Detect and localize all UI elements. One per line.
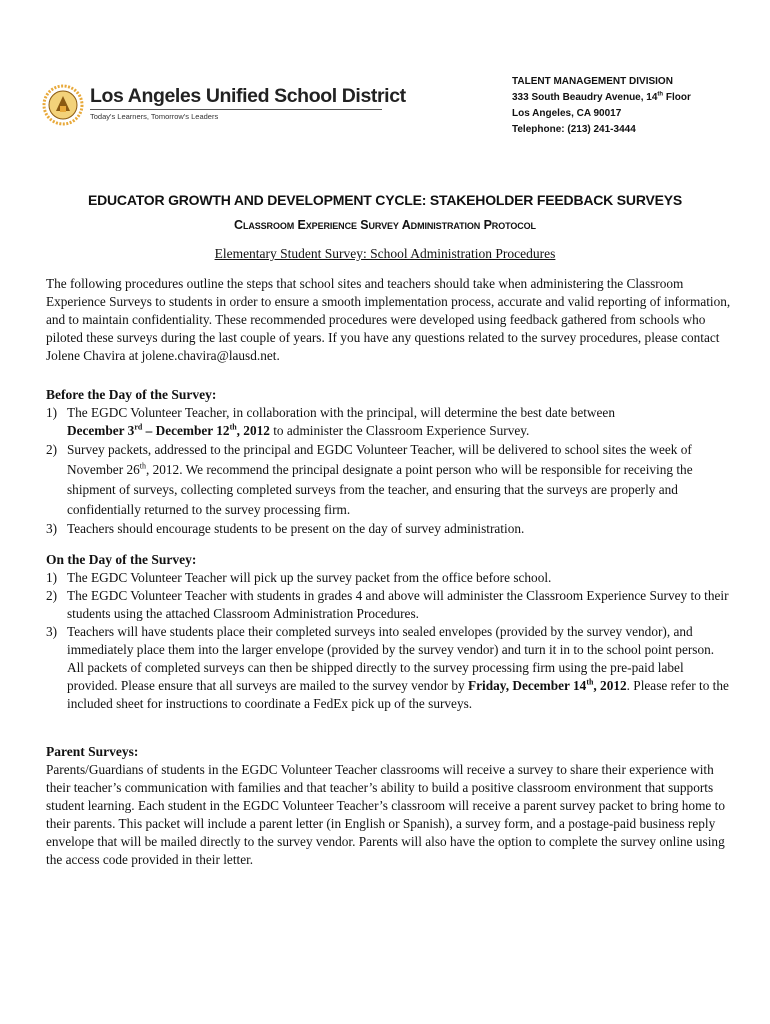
street-address: 333 South Beaudry Avenue, 14th Floor: [512, 91, 691, 103]
before-day-section: [46, 386, 731, 538]
parent-surveys-section: [46, 743, 731, 869]
list-item: 1) The EGDC Volunteer Teacher, in collaboration with the principal, will determine the best date between December 3rd – December 12th, 2012 to administer the Classroom Experience Survey.: [46, 405, 615, 438]
district-logo: [42, 78, 406, 128]
division-name: TALENT MANAGEMENT DIVISION: [512, 76, 673, 87]
district-seal-icon: [42, 84, 84, 126]
list-item: 3) Teachers should encourage students to be present on the day of survey administration.: [46, 521, 525, 536]
document-title: EDUCATOR GROWTH AND DEVELOPMENT CYCLE: STAKEHOLDER FEEDBACK SURVEYS: [87, 192, 683, 208]
list-item: 1) The EGDC Volunteer Teacher will pick up the survey packet from the office before school.: [46, 570, 552, 585]
before-day-heading: Before the Day of the Survey:: [46, 387, 217, 402]
list-item: 2) The EGDC Volunteer Teacher with students in grades 4 and above will administer the Classroom Experience Survey to their students using the attached Classroom Administration Procedures.: [46, 588, 729, 621]
parent-surveys-heading: Parent Surveys:: [46, 744, 139, 759]
city-address: Los Angeles, CA 90017: [512, 108, 622, 119]
parent-surveys-paragraph: Parents/Guardians of students in the EGDC Volunteer Teacher classrooms will receive a survey to share their experience with their teacher’s communication with families and that teacher’s ability to build a positive classroom environment that supports student learning. Each student in the EGDC Volunteer Teacher’s classroom will receive a parent survey packet to bring home to their parents. This packet will include a parent letter (in English or Spanish), a survey form, and a postage-paid business reply envelope that will be mailed directly to the survey vendor. Parents will also have the option to complete the survey online using the access code provided in their letter.: [46, 762, 725, 867]
telephone: Telephone: (213) 241-3444: [512, 124, 636, 135]
district-name: Los Angeles Unified School District: [90, 85, 406, 107]
district-tagline: Today's Learners, Tomorrow's Leaders: [90, 112, 219, 121]
list-item: 3) Teachers will have students place their completed surveys into sealed envelopes (provided by the survey vendor), and immediately place them into the larger envelope (provided by the survey vendor) and turn it in to the school point person. All packets of completed surveys can then be shipped directly to the survey processing firm using the pre-paid label provided. Please ensure that all surveys are mailed to the survey vendor by Friday, December 14th, 2012. Please refer to the included sheet for instructions to coordinate a FedEx pick up of the surveys.: [46, 624, 729, 711]
logo-divider: [90, 109, 382, 110]
intro-paragraph: The following procedures outline the steps that school sites and teachers should take when administering the Classroom Experience Surveys to students in order to ensure a smooth implementation process, accurate and valid reporting of information, and to maintain confidentiality. These recommended procedures were developed using feedback gathered from schools who piloted these surveys during the last couple of years. If you have any questions related to the survey procedures, please contact Jolene Chavira at jolene.chavira@lausd.net.: [46, 276, 731, 363]
document-subtitle: Classroom Experience Survey Administration Protocol: [234, 218, 536, 232]
division-address-block: [512, 74, 691, 138]
on-day-heading: On the Day of the Survey:: [46, 552, 197, 567]
section-title: Elementary Student Survey: School Administration Procedures: [214, 246, 556, 261]
on-day-section: [46, 551, 731, 713]
list-item: 2) Survey packets, addressed to the principal and EGDC Volunteer Teacher, will be delivered to school sites the week of November 26th, 2012. We recommend the principal designate a point person who will be responsible for receiving the shipment of surveys, collecting completed surveys from the teacher, and ensuring that the surveys are properly and confidentially returned to the survey processing firm.: [46, 442, 693, 517]
